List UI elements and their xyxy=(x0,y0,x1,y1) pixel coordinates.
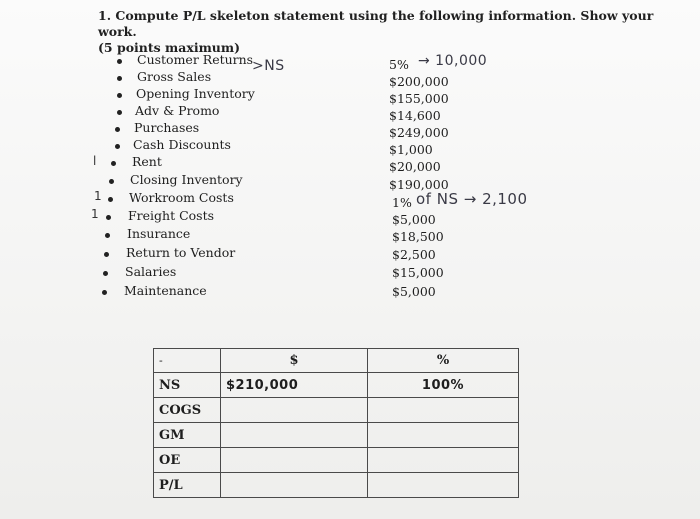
table-header-row xyxy=(154,349,519,373)
cogs-percent-cell[interactable] xyxy=(368,398,519,423)
item-value: $18,500 xyxy=(392,229,444,244)
item-label: Insurance xyxy=(127,226,191,241)
item-value: $200,000 xyxy=(389,74,449,89)
pl-dollar-cell[interactable] xyxy=(221,473,368,498)
item-label: Opening Inventory xyxy=(136,86,255,101)
bullet xyxy=(117,76,122,81)
bullet xyxy=(115,144,120,149)
item-label: Purchases xyxy=(134,120,200,135)
item-label: Salaries xyxy=(125,264,177,279)
item-label: Freight Costs xyxy=(128,208,215,223)
oe-percent-cell[interactable] xyxy=(368,448,519,473)
table-row xyxy=(154,448,519,473)
item-label: Customer Returns xyxy=(137,52,254,67)
question-title-line1: 1. Compute P/L skeleton statement using the following information. Show your work. xyxy=(98,8,654,39)
bullet xyxy=(106,215,111,220)
item-value: $15,000 xyxy=(392,265,444,280)
item-value: $190,000 xyxy=(389,177,449,192)
table-row xyxy=(154,423,519,448)
handwritten-tick-rent: l xyxy=(93,154,97,168)
row-label-oe: OE xyxy=(154,448,221,473)
item-value: $2,500 xyxy=(392,247,436,262)
item-label: Rent xyxy=(132,154,162,169)
bullet xyxy=(117,93,122,98)
bullet xyxy=(111,161,116,166)
table-row xyxy=(154,398,519,423)
item-value: $5,000 xyxy=(392,212,436,227)
handwritten-workroom-note: of NS → 2,100 xyxy=(416,190,528,208)
bullet xyxy=(105,233,110,238)
ns-dollar-cell[interactable]: $210,000 xyxy=(221,373,368,398)
table-row xyxy=(154,373,519,398)
question-title-line2: (5 points maximum) xyxy=(98,40,241,55)
bullet xyxy=(103,271,108,276)
table-header-blank: - xyxy=(154,349,221,373)
cogs-dollar-cell[interactable] xyxy=(221,398,368,423)
table-header-dollar: $ xyxy=(221,349,368,373)
table-row xyxy=(154,473,519,498)
item-value: 1% xyxy=(392,195,412,210)
bullet xyxy=(117,59,122,64)
item-value: $249,000 xyxy=(389,125,449,140)
handwritten-customer-returns-note: → 10,000 xyxy=(418,53,488,69)
item-value: $14,600 xyxy=(389,108,441,123)
oe-dollar-cell[interactable] xyxy=(221,448,368,473)
bullet xyxy=(109,179,114,184)
question-title xyxy=(98,8,658,56)
handwritten-tick-workroom: 1 xyxy=(94,189,102,203)
row-label-cogs: COGS xyxy=(154,398,221,423)
item-value: 5% xyxy=(389,57,409,72)
row-label-ns: NS xyxy=(154,373,221,398)
item-label: Workroom Costs xyxy=(129,190,234,205)
bullet xyxy=(102,290,107,295)
item-value: $155,000 xyxy=(389,91,449,106)
item-label: Adv & Promo xyxy=(135,103,220,118)
handwritten-tick-freight: 1 xyxy=(91,207,99,221)
bullet xyxy=(104,252,109,257)
item-label: Return to Vendor xyxy=(126,245,236,260)
item-value: $5,000 xyxy=(392,284,436,299)
item-label: Cash Discounts xyxy=(133,137,231,152)
ns-percent-cell[interactable]: 100% xyxy=(368,373,519,398)
pl-skeleton-table xyxy=(153,348,519,498)
item-value: $1,000 xyxy=(389,142,433,157)
item-label: Maintenance xyxy=(124,283,207,298)
row-label-pl: P/L xyxy=(154,473,221,498)
handwritten-ns-note: >NS xyxy=(252,58,285,74)
bullet xyxy=(115,127,120,132)
gm-dollar-cell[interactable] xyxy=(221,423,368,448)
item-label: Gross Sales xyxy=(137,69,212,84)
item-label: Closing Inventory xyxy=(130,172,243,187)
row-label-gm: GM xyxy=(154,423,221,448)
bullet xyxy=(117,110,122,115)
item-value: $20,000 xyxy=(389,159,441,174)
bullet xyxy=(108,197,113,202)
table-header-percent: % xyxy=(368,349,519,373)
pl-percent-cell[interactable] xyxy=(368,473,519,498)
gm-percent-cell[interactable] xyxy=(368,423,519,448)
